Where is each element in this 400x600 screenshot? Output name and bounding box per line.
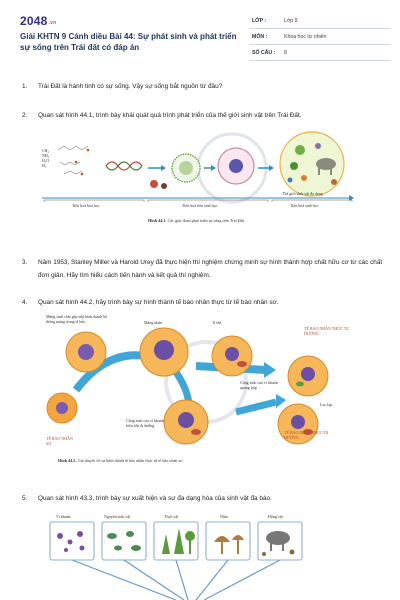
figure-44-1-caption: Hình 44.1. Các giai đoạn phát triển sự sống trên Trái Đất — [148, 218, 244, 223]
figure-43-3-illustration — [46, 512, 346, 600]
photosynthetic-symbiosis-label: Cộng sinh của vi khuẩn quang hợp — [240, 380, 278, 390]
page-title: Giải KHTN 9 Cánh diều Bài 44: Sự phát sinh và phát triển sự sống trên Trái đất có đáp án — [20, 32, 237, 52]
figure-44-2 — [36, 312, 366, 472]
nuclear-membrane-label: Màng nhân — [144, 320, 163, 325]
group-plants-label: Thực vật — [164, 514, 179, 519]
stage-prebiotic-label: Tiến hoá tiền sinh học — [182, 203, 218, 208]
meta-table — [250, 13, 390, 61]
figure-43-3 — [46, 512, 346, 600]
page-header — [0, 0, 400, 64]
group-animals-label: Động vật — [268, 514, 283, 519]
stage-chemical-label: Tiến hoá hoá học — [72, 203, 100, 208]
figure-44-2-caption: Hình 44.2. Giả thuyết về sự hình thành tế bào nhân thực từ tế bào nhân sơ — [58, 458, 183, 463]
meta-grade: LỚP : Lớp 9 — [250, 13, 390, 29]
worksheet-page: 2048.vn Giải KHTN 9 Cánh diều Bài 44: Sự phát sinh và phát triển sự sống trên Trái đất có đáp án LỚP : Lớp 9 MÔN : Khoa học tự nhiên SỐ CÂU : 8 1. Trái Đất là hành tinh có sự sống. Vậy sự sống bắt nguồn từ đâu? 2. Quan sát hình 44.1, trình bày khái quát quá trình phát triển của thế giới sinh vật trên Trái Đất. CH₄ NH₃ H₂O H₂ Thế giới sinh vật đa dạng Tiến hoá hoá học Tiến hoá tiền sinh học Tiến hoá sinh học Hình 44.1. Các giai đoạn phát triển sự sống trên Trái Đất 3. Năm 1953, Stanley Miller và Harold Urey đã thực hiện thí nghiệm chứng minh sự hình thành hợp chất hữu cơ từ các chất đơn giản. Hãy tìm hiểu cách tiến hành và kết quả thí nghiệm. 4. Quan sát hình 44.2, hãy trình bày sự hình thành tế bào nhân thực từ tế bào nhân sơ. Màng sinh chất gấp nếp hình thành hệ thống màng trong tế bào Màng nhân Ti thể TẾ BÀO NHÂN THỰC TỰ DƯỠNG Cộng sinh của vi khuẩn quang hợp Lục lạp TẾ BÀO NHÂN SƠ Cộng sinh của vi khuẩn hiếu khí dị dưỡng TẾ BÀO NHÂN THỰC DỊ DƯỠNG Hình 44.2. Giả thuyết về sự hình thành tế bào nhân thực từ tế bào nhân sơ 5. Quan sát hình 43.3, trình bày sự xuất hiện và sự đa dạng hóa của sinh vật đa bào. Vi khuẩn Nguyên sinh vật Thực vật Nấm Động vật — [0, 0, 400, 600]
figure-44-1-illustration — [36, 128, 356, 228]
site-logo[interactable]: 2048.vn — [20, 14, 57, 28]
prokaryote-label: TẾ BÀO NHÂN SƠ — [46, 436, 73, 446]
stage-biological-label: Tiến hoá sinh học — [290, 203, 319, 208]
chloroplast-label: Lục lạp — [320, 402, 333, 407]
group-bacteria-label: Vi khuẩn — [56, 514, 71, 519]
group-fungi-label: Nấm — [220, 514, 228, 519]
figure-44-2-illustration — [36, 312, 366, 472]
figure-44-1 — [36, 128, 356, 228]
autotroph-eukaryote-label: TẾ BÀO NHÂN THỰC TỰ DƯỠNG — [304, 326, 350, 336]
heterotroph-eukaryote-label: TẾ BÀO NHÂN THỰC DỊ DƯỠNG — [284, 430, 329, 440]
meta-count: SỐ CÂU : 8 — [250, 45, 390, 61]
diverse-life-label: Thế giới sinh vật đa dạng — [282, 191, 323, 196]
meta-subject: MÔN : Khoa học tự nhiên — [250, 29, 390, 45]
aerobic-symbiosis-label: Cộng sinh của vi khuẩn hiếu khí dị dưỡng — [126, 418, 164, 428]
membrane-fold-label: Màng sinh chất gấp nếp hình thành hệ thống màng trong tế bào — [46, 314, 107, 324]
formula-list: CH₄ NH₃ H₂O H₂ — [42, 148, 50, 168]
group-protists-label: Nguyên sinh vật — [104, 514, 131, 519]
mitochondria-label: Ti thể — [212, 320, 222, 325]
